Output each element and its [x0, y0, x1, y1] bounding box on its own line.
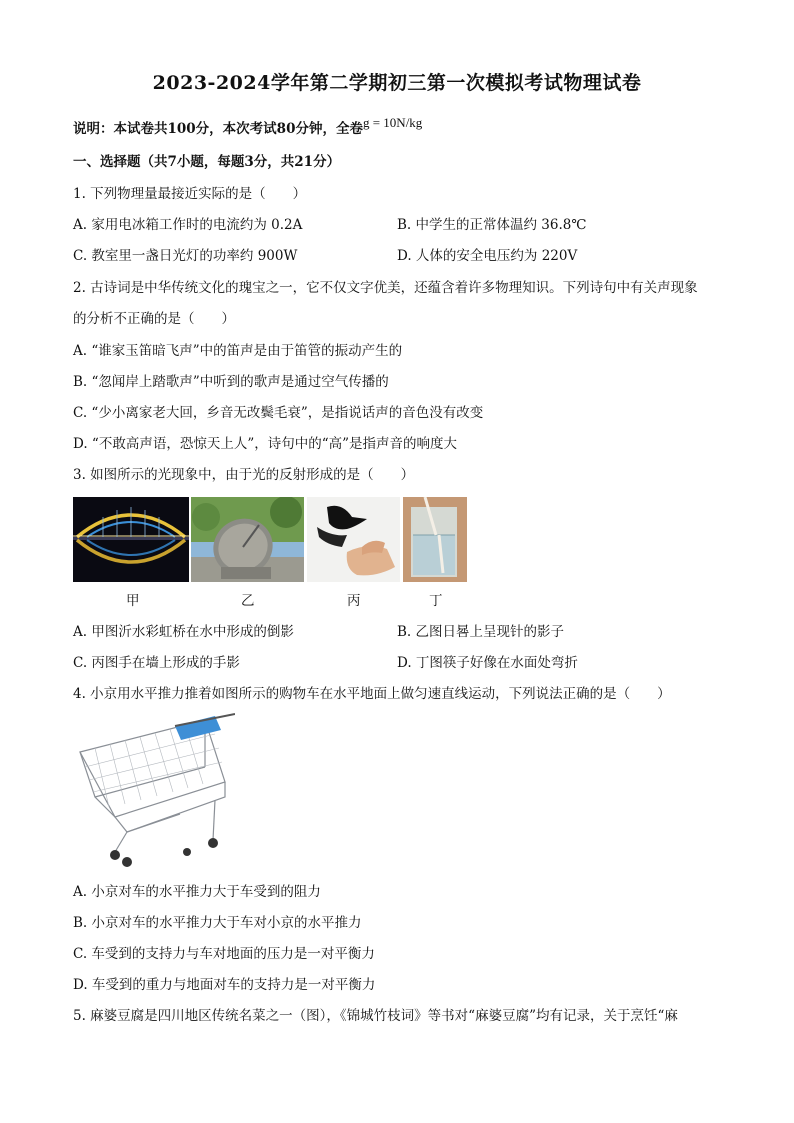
question-2-stem-cont: 的分析不正确的是（ ） — [73, 311, 235, 327]
question-4-option-c: C. 车受到的支持力与车对地面的压力是一对平衡力 — [73, 946, 375, 962]
question-1-stem: 1. 下列物理量最接近实际的是（ ） — [73, 186, 307, 202]
question-2-option-b: B. “忽闻岸上踏歌声”中听到的歌声是通过空气传播的 — [73, 374, 389, 390]
question-3-option-a: A. 甲图沂水彩虹桥在水中形成的倒影 — [73, 624, 294, 640]
exam-note-text: 说明：本试卷共100分，本次考试80分钟，全卷 — [73, 121, 363, 137]
question-4-option-b: B. 小京对车的水平推力大于车对小京的水平推力 — [73, 915, 362, 931]
chopstick-water-image — [403, 497, 467, 582]
question-1-option-a: A. 家用电冰箱工作时的电流约为 0.2A — [73, 217, 303, 233]
gravity-formula: g = 10N/kg — [362, 115, 423, 130]
page-title: 2023-2024学年第二学期初三第一次模拟考试物理试卷 — [152, 72, 642, 94]
question-5-stem: 5. 麻婆豆腐是四川地区传统名菜之一（图），《锦城竹枝词》等书对“麻婆豆腐”均有记录，关于烹饪“麻 — [73, 1008, 678, 1024]
question-2-option-d: D. “不敢高声语，恐惊天上人”，诗句中的“高”是指声音的响度大 — [73, 436, 458, 452]
question-3-stem: 3. 如图所示的光现象中，由于光的反射形成的是（ ） — [73, 467, 415, 483]
sundial-image — [191, 497, 304, 582]
hand-shadow-image — [307, 497, 400, 582]
figure-caption-yi: 乙 — [241, 593, 255, 609]
question-1-option-d: D. 人体的安全电压约为 220V — [397, 248, 578, 264]
exam-note — [73, 117, 422, 137]
question-3-option-b: B. 乙图日晷上呈现针的影子 — [397, 624, 565, 640]
figure-caption-jia: 甲 — [126, 593, 140, 609]
question-3-option-c: C. 丙图手在墙上形成的手影 — [73, 655, 240, 671]
question-4-option-a: A. 小京对车的水平推力大于车受到的阻力 — [73, 884, 321, 900]
question-3-option-d: D. 丁图筷子好像在水面处弯折 — [397, 655, 578, 671]
figure-caption-ding: 丁 — [429, 593, 443, 609]
question-4-stem: 4. 小京用水平推力推着如图所示的购物车在水平地面上做匀速直线运动，下列说法正确的是（ ） — [73, 686, 671, 702]
question-2-option-c: C. “少小离家老大回，乡音无改鬓毛衰”，是指说话声的音色没有改变 — [73, 405, 484, 421]
question-4-option-d: D. 车受到的重力与地面对车的支持力是一对平衡力 — [73, 977, 376, 993]
section-heading: 一、选择题（共7小题，每题3分，共21分） — [73, 154, 341, 170]
question-2-stem: 2. 古诗词是中华传统文化的瑰宝之一，它不仅文字优美，还蕴含着许多物理知识。下列诗句中有关声现象 — [73, 280, 698, 296]
question-1-option-c: C. 教室里一盏日光灯的功率约 900W — [73, 248, 298, 264]
question-2-option-a: A. “谁家玉笛暗飞声”中的笛声是由于笛管的振动产生的 — [73, 343, 403, 359]
shopping-cart-image — [75, 712, 235, 870]
figure-caption-bing: 丙 — [347, 593, 361, 609]
bridge-reflection-image — [73, 497, 189, 582]
question-1-option-b: B. 中学生的正常体温约 36.8℃ — [397, 217, 587, 233]
